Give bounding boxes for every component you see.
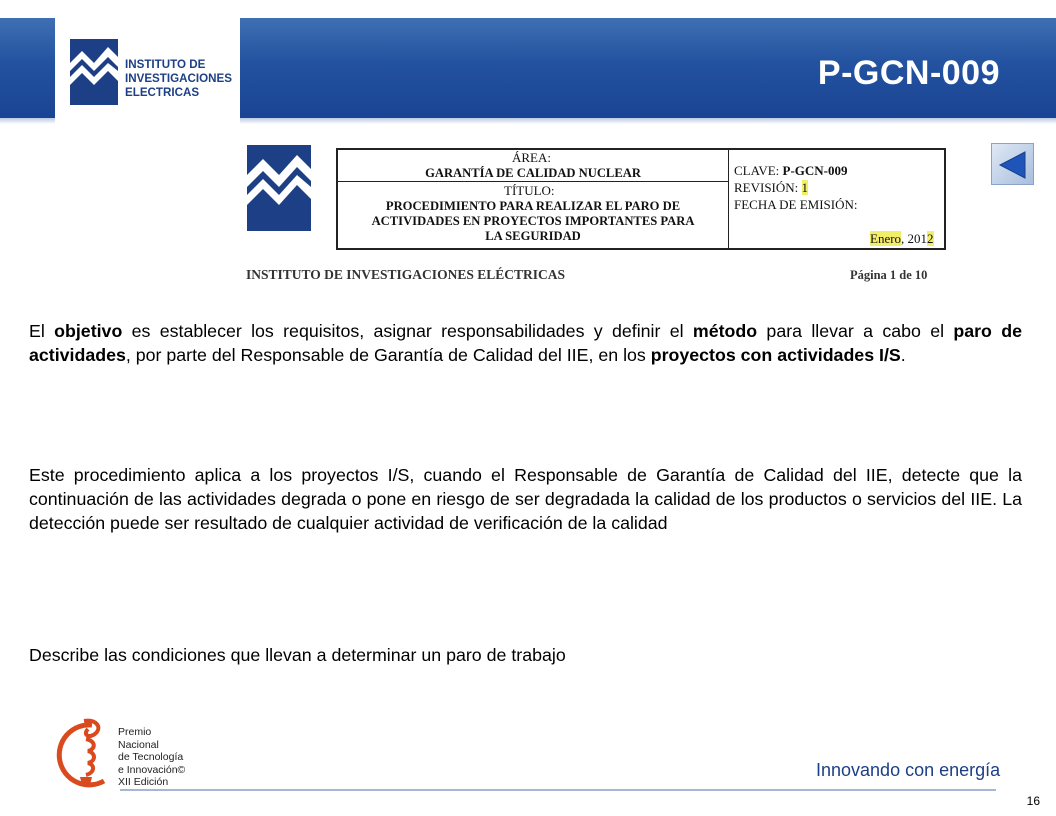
- paragraph-text: .: [900, 345, 906, 365]
- emphasis-text: método: [692, 321, 758, 341]
- title-line: PROCEDIMIENTO PARA REALIZAR EL PARO DE: [385, 199, 681, 213]
- title-line: LA SEGURIDAD: [485, 229, 581, 243]
- award-line: XII Edición: [118, 776, 169, 789]
- paragraph-text: El: [29, 321, 55, 341]
- area-label: ÁREA:: [512, 150, 551, 165]
- iie-logo-text: [125, 58, 232, 100]
- document-institute: INSTITUTO DE INVESTIGACIONES ELÉCTRICAS: [246, 267, 565, 282]
- award-text: [118, 726, 185, 789]
- fecha-year-digit: 2: [927, 231, 934, 246]
- emphasis-text: paro de actividades: [29, 321, 1022, 365]
- page-number: 16: [1026, 794, 1040, 808]
- title-label: TÍTULO:: [504, 183, 555, 198]
- award-line: de Tecnología: [118, 751, 184, 764]
- paragraph-text: para llevar a cabo el: [757, 321, 954, 341]
- emphasis-text: objetivo: [54, 321, 123, 341]
- triangle-left-icon: [998, 150, 1028, 180]
- document-header-table: [336, 148, 946, 250]
- fecha-month: Enero: [870, 231, 902, 246]
- title-line: ACTIVIDADES EN PROYECTOS IMPORTANTES PARA: [371, 214, 695, 228]
- document-page-info: Página 1 de 10: [850, 268, 928, 282]
- fecha-label: FECHA DE EMISIÓN:: [734, 197, 858, 212]
- footer-divider: [120, 789, 996, 791]
- slogan: Innovando con energía: [816, 760, 1001, 780]
- divider: [728, 150, 729, 248]
- document-logo-icon: [245, 143, 313, 233]
- logo-line: ELECTRICAS: [125, 86, 200, 99]
- description-paragraph: Describe las condiciones que llevan a determinar un paro de trabajo: [29, 645, 566, 665]
- paragraph-text: es establecer los requisitos, asignar responsabilidades y definir el: [122, 321, 693, 341]
- objective-paragraph: [29, 319, 1022, 367]
- award-line: e Innovación©: [118, 763, 186, 776]
- award-line: Premio: [118, 726, 152, 738]
- emphasis-text: proyectos con actividades I/S: [650, 345, 901, 365]
- award-logo-icon: [52, 717, 122, 789]
- revision-row: [734, 181, 808, 195]
- logo-line: INVESTIGACIONES: [125, 72, 232, 85]
- divider: [338, 181, 728, 182]
- scope-paragraph: Este procedimiento aplica a los proyectos I/S, cuando el Responsable de Garantía de Calidad del IIE, detecte que la continuación de las actividades degrada o pone en riesgo de ser degradada la calidad de los productos o servicios del IIE. La detección puede ser resultado de cualquier actividad de verificación de la calidad: [29, 465, 1022, 533]
- paragraph-text: , por parte del Responsable de Garantía de Calidad del IIE, en los: [125, 345, 651, 365]
- clave-row: [734, 164, 848, 178]
- iie-logo-icon: [68, 37, 120, 107]
- fecha-value: [870, 232, 934, 246]
- revision-value: 1: [801, 180, 809, 195]
- clave-label: CLAVE:: [734, 163, 780, 178]
- fecha-year: , 201: [901, 231, 928, 246]
- revision-label: REVISIÓN:: [734, 180, 799, 195]
- logo-line: INSTITUTO DE: [125, 58, 206, 71]
- area-value: GARANTÍA DE CALIDAD NUCLEAR: [425, 166, 641, 180]
- slide-code: P-GCN-009: [817, 54, 1000, 92]
- back-button[interactable]: [991, 143, 1034, 185]
- award-line: Nacional: [118, 738, 159, 751]
- clave-value: P-GCN-009: [782, 163, 848, 178]
